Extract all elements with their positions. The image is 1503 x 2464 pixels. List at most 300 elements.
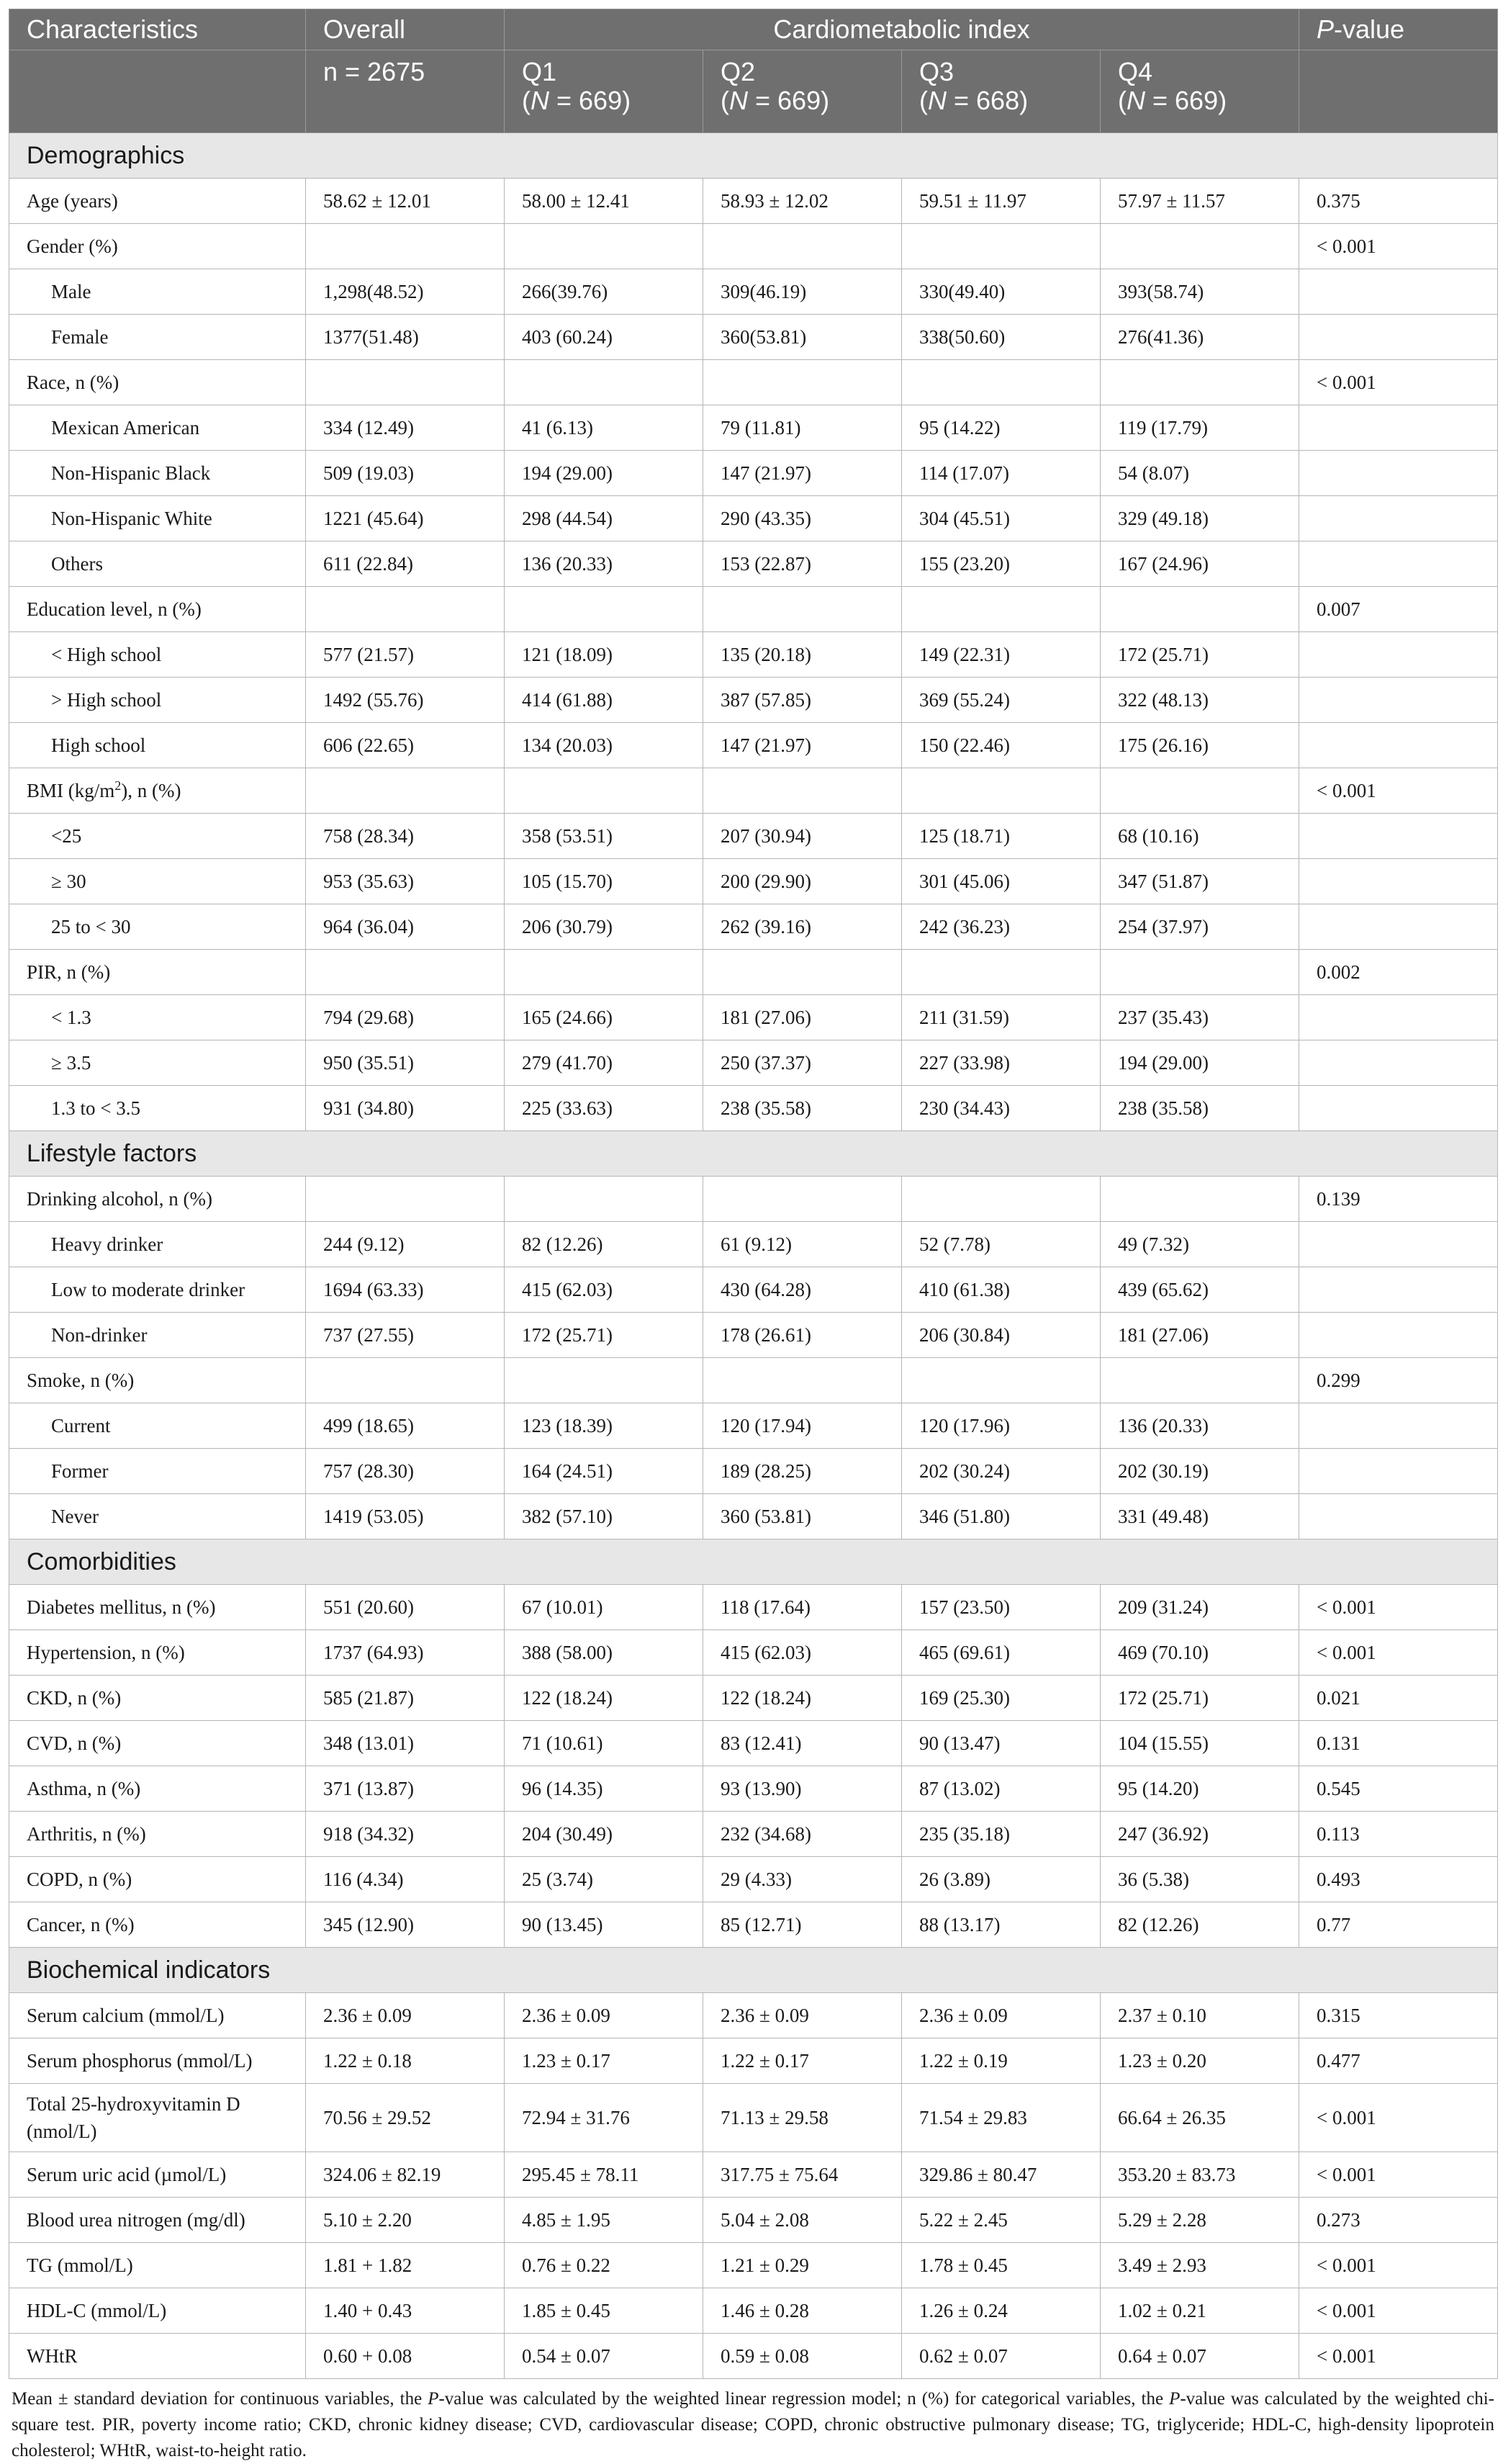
table-row — [9, 1040, 1498, 1086]
cell-q4: 175 (26.16) — [1101, 723, 1299, 768]
row-label: Serum calcium (mmol/L) — [9, 1993, 306, 2038]
cell-q4: 194 (29.00) — [1101, 1040, 1299, 1086]
cell-p-value: 0.299 — [1299, 1358, 1498, 1403]
cell-p-value — [1299, 995, 1498, 1040]
row-label: Education level, n (%) — [9, 587, 306, 632]
cell-q4: 329 (49.18) — [1101, 496, 1299, 541]
row-label: Asthma, n (%) — [9, 1766, 306, 1812]
cell-overall: 334 (12.49) — [306, 405, 505, 451]
cell-q1: 415 (62.03) — [505, 1267, 703, 1313]
cell-q1: 266(39.76) — [505, 269, 703, 315]
cell-q3: 26 (3.89) — [902, 1857, 1101, 1902]
cell-p-value — [1299, 1222, 1498, 1267]
cell-q3: 157 (23.50) — [902, 1585, 1101, 1630]
header-blank — [9, 50, 306, 133]
cell-q3: 88 (13.17) — [902, 1902, 1101, 1948]
cell-q1: 105 (15.70) — [505, 859, 703, 904]
cell-q2 — [703, 950, 902, 995]
header-n-overall: n = 2675 — [306, 50, 505, 133]
cell-q4: 181 (27.06) — [1101, 1313, 1299, 1358]
cell-q3: 206 (30.84) — [902, 1313, 1101, 1358]
row-label: Smoke, n (%) — [9, 1358, 306, 1403]
cell-q4: 322 (48.13) — [1101, 678, 1299, 723]
cell-q1: 4.85 ± 1.95 — [505, 2198, 703, 2243]
table-row — [9, 2198, 1498, 2243]
table-row — [9, 859, 1498, 904]
cell-q2: 85 (12.71) — [703, 1902, 902, 1948]
cell-q4: 54 (8.07) — [1101, 451, 1299, 496]
cell-q3: 114 (17.07) — [902, 451, 1101, 496]
table-row — [9, 2334, 1498, 2379]
cell-overall: 585 (21.87) — [306, 1676, 505, 1721]
cell-overall: 324.06 ± 82.19 — [306, 2152, 505, 2198]
cell-overall: 1,298(48.52) — [306, 269, 505, 315]
row-label: COPD, n (%) — [9, 1857, 306, 1902]
cell-q1: 403 (60.24) — [505, 315, 703, 360]
cell-q3: 2.36 ± 0.09 — [902, 1993, 1101, 2038]
cell-q4: 393(58.74) — [1101, 269, 1299, 315]
cell-overall — [306, 1358, 505, 1403]
cell-overall: 0.60 + 0.08 — [306, 2334, 505, 2379]
table-row — [9, 2152, 1498, 2198]
cell-q2: 135 (20.18) — [703, 632, 902, 678]
section-title: Demographics — [9, 133, 1498, 179]
cell-q1: 1.23 ± 0.17 — [505, 2038, 703, 2084]
cell-p-value — [1299, 1267, 1498, 1313]
cell-p-value: < 0.001 — [1299, 1630, 1498, 1676]
cell-overall: 1492 (55.76) — [306, 678, 505, 723]
cell-q1 — [505, 224, 703, 269]
cell-overall: 116 (4.34) — [306, 1857, 505, 1902]
cell-q1: 134 (20.03) — [505, 723, 703, 768]
cell-q1: 382 (57.10) — [505, 1494, 703, 1539]
cell-q4: 347 (51.87) — [1101, 859, 1299, 904]
cell-q1: 388 (58.00) — [505, 1630, 703, 1676]
cell-p-value: < 0.001 — [1299, 2288, 1498, 2334]
cell-q2: 309(46.19) — [703, 269, 902, 315]
cell-q2: 360(53.81) — [703, 315, 902, 360]
cell-q3: 329.86 ± 80.47 — [902, 2152, 1101, 2198]
cell-q3: 235 (35.18) — [902, 1812, 1101, 1857]
cell-q4: 439 (65.62) — [1101, 1267, 1299, 1313]
cell-q1: 172 (25.71) — [505, 1313, 703, 1358]
cell-q4: 172 (25.71) — [1101, 1676, 1299, 1721]
cell-q1: 82 (12.26) — [505, 1222, 703, 1267]
cell-q2: 189 (28.25) — [703, 1449, 902, 1494]
cell-q3: 242 (36.23) — [902, 904, 1101, 950]
cell-q2: 29 (4.33) — [703, 1857, 902, 1902]
cell-overall: 737 (27.55) — [306, 1313, 505, 1358]
row-label: CVD, n (%) — [9, 1721, 306, 1766]
table-row — [9, 1585, 1498, 1630]
table-row — [9, 768, 1498, 814]
cell-q1: 123 (18.39) — [505, 1403, 703, 1449]
cell-q4 — [1101, 224, 1299, 269]
cell-p-value: 0.375 — [1299, 179, 1498, 224]
cell-p-value — [1299, 904, 1498, 950]
cell-q1: 298 (44.54) — [505, 496, 703, 541]
cell-q2: 0.59 ± 0.08 — [703, 2334, 902, 2379]
baseline-characteristics-table — [9, 9, 1498, 2379]
header-q1: Q1 (N = 669) — [505, 50, 703, 133]
cell-q1 — [505, 360, 703, 405]
row-label: Blood urea nitrogen (mg/dl) — [9, 2198, 306, 2243]
cell-q4: 57.97 ± 11.57 — [1101, 179, 1299, 224]
cell-q2: 200 (29.90) — [703, 859, 902, 904]
section-title: Biochemical indicators — [9, 1948, 1498, 1993]
row-label: CKD, n (%) — [9, 1676, 306, 1721]
cell-q2 — [703, 587, 902, 632]
table-row — [9, 1494, 1498, 1539]
cell-p-value — [1299, 1313, 1498, 1358]
cell-q1 — [505, 950, 703, 995]
cell-q4: 247 (36.92) — [1101, 1812, 1299, 1857]
cell-p-value: 0.77 — [1299, 1902, 1498, 1948]
cell-q3: 211 (31.59) — [902, 995, 1101, 1040]
table-row — [9, 1812, 1498, 1857]
row-label: BMI $(kg/m^2)$, n (%) — [9, 768, 306, 814]
header-overall: Overall — [306, 9, 505, 50]
cell-p-value — [1299, 405, 1498, 451]
header-characteristics: Characteristics — [9, 9, 306, 50]
row-label: Gender (%) — [9, 224, 306, 269]
cell-q1: 1.85 ± 0.45 — [505, 2288, 703, 2334]
cell-q2: 122 (18.24) — [703, 1676, 902, 1721]
cell-overall: 1694 (63.33) — [306, 1267, 505, 1313]
cell-overall — [306, 1177, 505, 1222]
cell-q1: 295.45 ± 78.11 — [505, 2152, 703, 2198]
row-label: Race, n (%) — [9, 360, 306, 405]
section-title: Comorbidities — [9, 1539, 1498, 1585]
cell-q2: 61 (9.12) — [703, 1222, 902, 1267]
table-row — [9, 405, 1498, 451]
table-row — [9, 814, 1498, 859]
cell-q1: 414 (61.88) — [505, 678, 703, 723]
cell-q2 — [703, 768, 902, 814]
cell-q2: 238 (35.58) — [703, 1086, 902, 1131]
cell-q4: 353.20 ± 83.73 — [1101, 2152, 1299, 2198]
cell-p-value: < 0.001 — [1299, 2084, 1498, 2152]
cell-overall: 5.10 ± 2.20 — [306, 2198, 505, 2243]
cell-q3: 227 (33.98) — [902, 1040, 1101, 1086]
cell-overall — [306, 950, 505, 995]
cell-p-value — [1299, 541, 1498, 587]
table-body — [9, 133, 1498, 2379]
table-row — [9, 541, 1498, 587]
table-row — [9, 1358, 1498, 1403]
cell-q2: 71.13 ± 29.58 — [703, 2084, 902, 2152]
cell-q3 — [902, 224, 1101, 269]
row-label: Current — [9, 1403, 306, 1449]
cell-q3: 90 (13.47) — [902, 1721, 1101, 1766]
table-footnote: Mean ± standard deviation for continuous variables, the P-value was calculated by the weighted linear regression model; n (%) for categorical variables, the P-value was calculated by the weighted chi-square test. PIR, poverty income ratio; CKD, chronic kidney disease; CVD, cardiovascular disease; COPD, chronic obstructive pulmonary disease; TG, triglyceride; HDL-C, high-density lipoprotein cholesterol; WHtR, waist-to-height ratio. — [12, 2389, 1494, 2460]
cell-q1 — [505, 587, 703, 632]
cell-q4: 254 (37.97) — [1101, 904, 1299, 950]
row-label: Serum phosphorus (mmol/L) — [9, 2038, 306, 2084]
cell-q1: 164 (24.51) — [505, 1449, 703, 1494]
table-row — [9, 269, 1498, 315]
cell-q3: 1.26 ± 0.24 — [902, 2288, 1101, 2334]
cell-overall: 509 (19.03) — [306, 451, 505, 496]
table-row — [9, 1313, 1498, 1358]
cell-q1: 41 (6.13) — [505, 405, 703, 451]
table-row — [9, 1857, 1498, 1902]
cell-q4 — [1101, 587, 1299, 632]
section-row — [9, 1948, 1498, 1993]
table-row — [9, 179, 1498, 224]
cell-p-value: 0.007 — [1299, 587, 1498, 632]
cell-p-value: < 0.001 — [1299, 224, 1498, 269]
row-label: <25 — [9, 814, 306, 859]
cell-q4: 5.29 ± 2.28 — [1101, 2198, 1299, 2243]
cell-q4: 0.64 ± 0.07 — [1101, 2334, 1299, 2379]
row-label: Mexican American — [9, 405, 306, 451]
cell-q2: 120 (17.94) — [703, 1403, 902, 1449]
cell-q4: 172 (25.71) — [1101, 632, 1299, 678]
cell-q1: 279 (41.70) — [505, 1040, 703, 1086]
row-label: Age (years) — [9, 179, 306, 224]
cell-q4: 66.64 ± 26.35 — [1101, 2084, 1299, 2152]
row-label: > High school — [9, 678, 306, 723]
cell-p-value — [1299, 723, 1498, 768]
cell-q1 — [505, 768, 703, 814]
cell-overall: 1737 (64.93) — [306, 1630, 505, 1676]
cell-overall: 58.62 ± 12.01 — [306, 179, 505, 224]
cell-q1: 0.76 ± 0.22 — [505, 2243, 703, 2288]
cell-q2: 79 (11.81) — [703, 405, 902, 451]
cell-q3 — [902, 1358, 1101, 1403]
cell-q3: 5.22 ± 2.45 — [902, 2198, 1101, 2243]
row-label: Heavy drinker — [9, 1222, 306, 1267]
cell-overall: 345 (12.90) — [306, 1902, 505, 1948]
cell-p-value: 0.113 — [1299, 1812, 1498, 1857]
cell-p-value: 0.493 — [1299, 1857, 1498, 1902]
row-label: < 1.3 — [9, 995, 306, 1040]
cell-overall: 758 (28.34) — [306, 814, 505, 859]
cell-q3 — [902, 587, 1101, 632]
cell-p-value: 0.273 — [1299, 2198, 1498, 2243]
cell-q3: 330(49.40) — [902, 269, 1101, 315]
cell-q3: 202 (30.24) — [902, 1449, 1101, 1494]
row-label: Others — [9, 541, 306, 587]
cell-p-value: 0.315 — [1299, 1993, 1498, 2038]
cell-q3: 338(50.60) — [902, 315, 1101, 360]
cell-p-value — [1299, 1403, 1498, 1449]
table-header — [9, 9, 1498, 133]
table-row — [9, 587, 1498, 632]
cell-p-value: < 0.001 — [1299, 2243, 1498, 2288]
cell-q2: 147 (21.97) — [703, 451, 902, 496]
row-label: Non-Hispanic White — [9, 496, 306, 541]
table-row — [9, 496, 1498, 541]
cell-p-value: < 0.001 — [1299, 768, 1498, 814]
cell-q1: 72.94 ± 31.76 — [505, 2084, 703, 2152]
cell-q2: 181 (27.06) — [703, 995, 902, 1040]
cell-q1: 25 (3.74) — [505, 1857, 703, 1902]
cell-q1: 165 (24.66) — [505, 995, 703, 1040]
cell-p-value — [1299, 1449, 1498, 1494]
cell-q3 — [902, 1177, 1101, 1222]
table-row — [9, 1403, 1498, 1449]
cell-q3: 0.62 ± 0.07 — [902, 2334, 1101, 2379]
cell-q4: 237 (35.43) — [1101, 995, 1299, 1040]
table-row — [9, 2243, 1498, 2288]
cell-q4 — [1101, 1177, 1299, 1222]
cell-p-value — [1299, 269, 1498, 315]
cell-q2 — [703, 360, 902, 405]
cell-q4: 167 (24.96) — [1101, 541, 1299, 587]
cell-p-value: 0.545 — [1299, 1766, 1498, 1812]
cell-q2: 58.93 ± 12.02 — [703, 179, 902, 224]
cell-q4: 1.23 ± 0.20 — [1101, 2038, 1299, 2084]
header-cardiometabolic-index: Cardiometabolic index — [505, 9, 1299, 50]
cell-q1: 204 (30.49) — [505, 1812, 703, 1857]
cell-q4: 276(41.36) — [1101, 315, 1299, 360]
row-label: Diabetes mellitus, n (%) — [9, 1585, 306, 1630]
cell-overall: 577 (21.57) — [306, 632, 505, 678]
cell-q3: 87 (13.02) — [902, 1766, 1101, 1812]
cell-q3: 410 (61.38) — [902, 1267, 1101, 1313]
cell-p-value — [1299, 678, 1498, 723]
table-row — [9, 451, 1498, 496]
cell-overall: 1377(51.48) — [306, 315, 505, 360]
table-container — [9, 9, 1497, 2464]
cell-p-value: 0.021 — [1299, 1676, 1498, 1721]
cell-q3: 1.78 ± 0.45 — [902, 2243, 1101, 2288]
cell-p-value — [1299, 1040, 1498, 1086]
cell-q4: 202 (30.19) — [1101, 1449, 1299, 1494]
cell-q2: 360 (53.81) — [703, 1494, 902, 1539]
cell-p-value — [1299, 1494, 1498, 1539]
cell-overall — [306, 768, 505, 814]
cell-q2: 430 (64.28) — [703, 1267, 902, 1313]
cell-q4: 119 (17.79) — [1101, 405, 1299, 451]
table-row — [9, 360, 1498, 405]
section-row — [9, 1131, 1498, 1177]
cell-q4: 82 (12.26) — [1101, 1902, 1299, 1948]
row-label: 1.3 to < 3.5 — [9, 1086, 306, 1131]
row-label: Low to moderate drinker — [9, 1267, 306, 1313]
cell-q1: 206 (30.79) — [505, 904, 703, 950]
cell-q4: 49 (7.32) — [1101, 1222, 1299, 1267]
cell-q2 — [703, 1177, 902, 1222]
cell-p-value — [1299, 451, 1498, 496]
table-row — [9, 315, 1498, 360]
cell-p-value: < 0.001 — [1299, 360, 1498, 405]
cell-overall: 757 (28.30) — [306, 1449, 505, 1494]
row-label: TG (mmol/L) — [9, 2243, 306, 2288]
row-label: Former — [9, 1449, 306, 1494]
row-label: ≥ 3.5 — [9, 1040, 306, 1086]
cell-q1: 0.54 ± 0.07 — [505, 2334, 703, 2379]
cell-q3: 465 (69.61) — [902, 1630, 1101, 1676]
table-row — [9, 1177, 1498, 1222]
row-label: Non-Hispanic Black — [9, 451, 306, 496]
cell-q4 — [1101, 950, 1299, 995]
cell-q2: 290 (43.35) — [703, 496, 902, 541]
cell-q3 — [902, 950, 1101, 995]
cell-q3: 155 (23.20) — [902, 541, 1101, 587]
cell-overall: 964 (36.04) — [306, 904, 505, 950]
cell-q4 — [1101, 768, 1299, 814]
cell-q2 — [703, 1358, 902, 1403]
header-q2: Q2 (N = 669) — [703, 50, 902, 133]
cell-q2: 232 (34.68) — [703, 1812, 902, 1857]
cell-overall: 1.22 ± 0.18 — [306, 2038, 505, 2084]
row-label: Serum uric acid (µmol/L) — [9, 2152, 306, 2198]
cell-q1 — [505, 1177, 703, 1222]
cell-q1: 2.36 ± 0.09 — [505, 1993, 703, 2038]
cell-overall: 1.40 + 0.43 — [306, 2288, 505, 2334]
cell-overall: 953 (35.63) — [306, 859, 505, 904]
cell-overall: 551 (20.60) — [306, 1585, 505, 1630]
cell-q2: 1.21 ± 0.29 — [703, 2243, 902, 2288]
row-label: WHtR — [9, 2334, 306, 2379]
cell-overall: 499 (18.65) — [306, 1403, 505, 1449]
cell-q4: 1.02 ± 0.21 — [1101, 2288, 1299, 2334]
cell-q4: 2.37 ± 0.10 — [1101, 1993, 1299, 2038]
cell-overall: 1.81 + 1.82 — [306, 2243, 505, 2288]
cell-q2: 147 (21.97) — [703, 723, 902, 768]
row-label: HDL-C (mmol/L) — [9, 2288, 306, 2334]
cell-q2: 93 (13.90) — [703, 1766, 902, 1812]
row-label: Never — [9, 1494, 306, 1539]
cell-overall: 794 (29.68) — [306, 995, 505, 1040]
cell-p-value — [1299, 1086, 1498, 1131]
cell-q3: 149 (22.31) — [902, 632, 1101, 678]
row-label: PIR, n (%) — [9, 950, 306, 995]
cell-q3: 301 (45.06) — [902, 859, 1101, 904]
cell-q3: 95 (14.22) — [902, 405, 1101, 451]
cell-q2: 178 (26.61) — [703, 1313, 902, 1358]
cell-q3: 71.54 ± 29.83 — [902, 2084, 1101, 2152]
row-label: Non-drinker — [9, 1313, 306, 1358]
cell-p-value — [1299, 814, 1498, 859]
cell-q2: 1.22 ± 0.17 — [703, 2038, 902, 2084]
cell-q2: 207 (30.94) — [703, 814, 902, 859]
cell-q2: 118 (17.64) — [703, 1585, 902, 1630]
cell-q3: 59.51 ± 11.97 — [902, 179, 1101, 224]
cell-q3: 230 (34.43) — [902, 1086, 1101, 1131]
cell-overall: 348 (13.01) — [306, 1721, 505, 1766]
cell-q1: 90 (13.45) — [505, 1902, 703, 1948]
cell-q4: 209 (31.24) — [1101, 1585, 1299, 1630]
table-row — [9, 1902, 1498, 1948]
cell-p-value: 0.002 — [1299, 950, 1498, 995]
header-q3: Q3 (N = 668) — [902, 50, 1101, 133]
cell-q2: 2.36 ± 0.09 — [703, 1993, 902, 2038]
cell-q4: 95 (14.20) — [1101, 1766, 1299, 1812]
cell-q1 — [505, 1358, 703, 1403]
cell-q1: 121 (18.09) — [505, 632, 703, 678]
row-label: Male — [9, 269, 306, 315]
cell-overall — [306, 360, 505, 405]
row-label: Cancer, n (%) — [9, 1902, 306, 1948]
cell-q4: 331 (49.48) — [1101, 1494, 1299, 1539]
cell-q4: 68 (10.16) — [1101, 814, 1299, 859]
row-label: Hypertension, n (%) — [9, 1630, 306, 1676]
section-title: Lifestyle factors — [9, 1131, 1498, 1177]
cell-q2: 387 (57.85) — [703, 678, 902, 723]
cell-q4: 136 (20.33) — [1101, 1403, 1299, 1449]
cell-p-value: < 0.001 — [1299, 2152, 1498, 2198]
cell-q4: 238 (35.58) — [1101, 1086, 1299, 1131]
cell-overall: 244 (9.12) — [306, 1222, 505, 1267]
cell-q3 — [902, 360, 1101, 405]
row-label: High school — [9, 723, 306, 768]
cell-q1: 225 (33.63) — [505, 1086, 703, 1131]
row-label: Female — [9, 315, 306, 360]
